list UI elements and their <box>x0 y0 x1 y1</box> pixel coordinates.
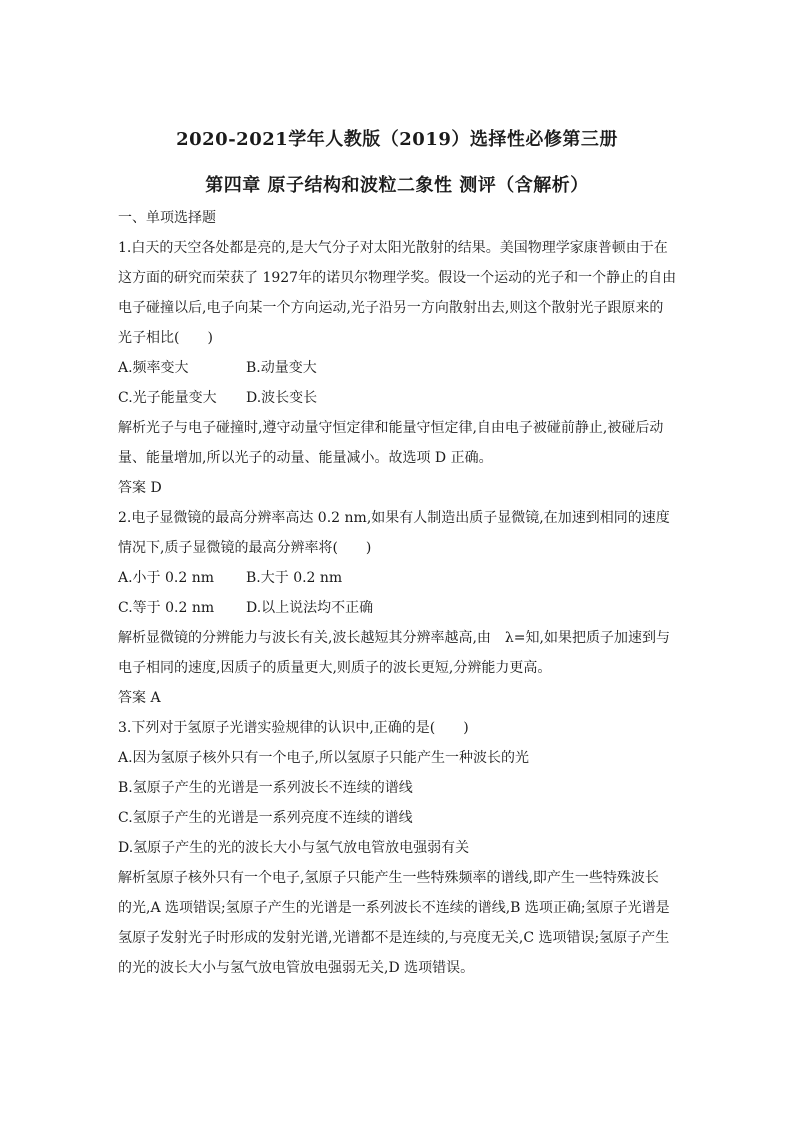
section-heading: 一、单项选择题 <box>118 210 216 226</box>
q3-analysis-line: 的光,A 选项错误;氢原子产生的光谱是一系列波长不连续的谱线,B 选项正确;氢原子光谱是 <box>118 900 670 916</box>
chapter-title: 第四章 原子结构和波粒二象性 测评（含解析） <box>205 175 589 196</box>
q1-stem-line: 电子碰撞以后,电子向某一个方向运动,光子沿另一方向散射出去,则这个散射光子跟原来的 <box>118 300 664 316</box>
q2-analysis-line: 解析显微镜的分辨能力与波长有关,波长越短其分辨率越高,由 λ=知,如果把质子加速到与 <box>118 630 670 646</box>
q1-option-a: A.频率变大 <box>118 360 189 376</box>
q1-option-c: C.光子能量变大 <box>118 390 217 406</box>
q2-stem-line: 2.电子显微镜的最高分辨率高达 0.2 nm,如果有人制造出质子显微镜,在加速到相同的速度 <box>118 510 670 526</box>
q2-option-b: B.大于 0.2 nm <box>246 570 343 586</box>
q1-option-b: B.动量变大 <box>246 360 317 376</box>
q1-options-row <box>118 383 678 413</box>
q2-options-row <box>118 593 678 623</box>
q1-option-d: D.波长变长 <box>246 390 318 406</box>
q2-option-d: D.以上说法均不正确 <box>246 600 374 616</box>
q2-analysis-line: 电子相同的速度,因质子的质量更大,则质子的波长更短,分辨能力更高。 <box>118 660 552 676</box>
q1-analysis-line: 量、能量增加,所以光子的动量、能量减小。故选项 D 正确。 <box>118 450 493 466</box>
q1-stem-line: 1.白天的天空各处都是亮的,是大气分子对太阳光散射的结果。美国物理学家康普顿由于在 <box>118 240 668 256</box>
q3-stem-line: 3.下列对于氢原子光谱实验规律的认识中,正确的是( ) <box>118 720 469 736</box>
q1-stem-line: 这方面的研究而荣获了 1927年的诺贝尔物理学奖。假设一个运动的光子和一个静止的自由 <box>118 270 677 286</box>
q3-option-b: B.氢原子产生的光谱是一系列波长不连续的谱线 <box>118 780 413 796</box>
q1-stem-line: 光子相比( ) <box>118 330 213 346</box>
q3-analysis-line: 的光的波长大小与氢气放电管放电强弱无关,D 选项错误。 <box>118 960 475 976</box>
q2-answer: 答案 A <box>118 690 161 706</box>
q1-answer: 答案 D <box>118 480 162 496</box>
q2-option-c: C.等于 0.2 nm <box>118 600 215 616</box>
q2-option-a: A.小于 0.2 nm <box>118 570 215 586</box>
q2-stem-line: 情况下,质子显微镜的最高分辨率将( ) <box>118 540 372 556</box>
q3-option-a: A.因为氢原子核外只有一个电子,所以氢原子只能产生一种波长的光 <box>118 750 530 766</box>
q3-option-d: D.氢原子产生的光的波长大小与氢气放电管放电强弱有关 <box>118 840 470 856</box>
q2-options-row <box>118 563 678 593</box>
q3-option-c: C.氢原子产生的光谱是一系列亮度不连续的谱线 <box>118 810 413 826</box>
q1-analysis-line: 解析光子与电子碰撞时,遵守动量守恒定律和能量守恒定律,自由电子被碰前静止,被碰后动 <box>118 420 664 436</box>
q3-analysis-line: 解析氢原子核外只有一个电子,氢原子只能产生一些特殊频率的谱线,即产生一些特殊波长 <box>118 870 659 886</box>
q3-analysis-line: 氢原子发射光子时形成的发射光谱,光谱都不是连续的,与亮度无关,C 选项错误;氢原子产生 <box>118 930 670 946</box>
document-title: 2020-2021学年人教版（2019）选择性必修第三册 <box>176 129 618 150</box>
q1-options-row <box>118 353 678 383</box>
document-body <box>118 203 678 983</box>
